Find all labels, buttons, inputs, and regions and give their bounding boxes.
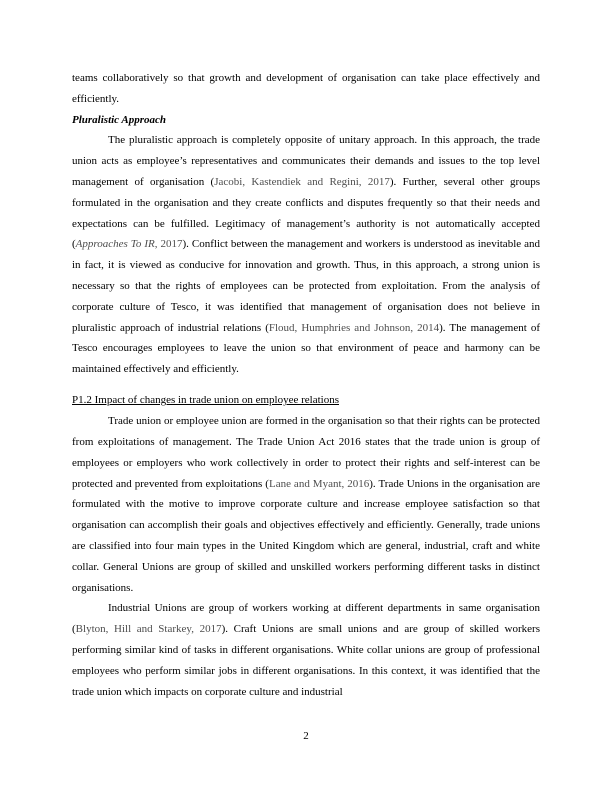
text-run: ). Trade Unions in the organisation are formulated with the motive to improve corporate culture and increase employee satisfaction so that organisation can accomplish their goals and objectives effectively and efficiently. Generally, trade unions are classified into four main types in the United Kingdom which are general, industrial, craft and white collar. General Unions are group of skilled and unskilled workers performing different tasks in distinct organisations. (72, 477, 541, 594)
citation-year: , 2017 (154, 238, 183, 251)
body-text (72, 68, 540, 702)
citation: Jacobi, Kastendiek and Regini, 2017 (214, 175, 390, 188)
text-run: ). The management of Tesco encourages employees to leave the union so that environment of peace and harmony can be maintained effectively and efficiently. (72, 321, 540, 376)
citation-title: Approaches To IR (75, 238, 155, 251)
citation: Blyton, Hill and Starkey, 2017 (75, 623, 222, 636)
section-heading-pluralistic: Pluralistic Approach (72, 113, 167, 126)
text-run: Trade union or employee union are formed in the organisation so that their rights can be protected from exploitations of management. The Trade Union Act 2016 states that the trade union is group of employees or employers who work collectively in order to protect their rights and self-interest can be protected and prevented from exploitations ( (72, 415, 540, 490)
section-heading-p12: P1.2 Impact of changes in trade union on employee relations (72, 394, 339, 407)
text-run: Industrial Unions are group of workers working at different departments in same organisation ( (72, 602, 540, 636)
citation: Floud, Humphries and Johnson, 2014 (268, 321, 440, 334)
text-run: ). Conflict between the management and workers is understood as inevitable and in fact, it is viewed as conducive for innovation and growth. Thus, in this approach, a strong union is necessary so that the rights of employees can be protected from exploitation. From the analysis of corporate culture of Tesco, it was identified that management of organisation does not believe in pluralistic approach of industrial relations ( (72, 238, 540, 334)
text-run: The pluralistic approach is completely opposite of unitary approach. In this approach, the trade union acts as employee’s representatives and communicates their demands and issues to the top level management of organisation ( (72, 134, 540, 188)
citation: Lane and Myant, 2016 (268, 477, 370, 490)
text-run: ). Further, several other groups formulated in the organisation and they create conflicts and disputes frequently so that their needs and expectations can be fulfilled. Legitimacy of management’s authority is not automatically accepted ( (72, 175, 540, 251)
paragraph-industrial-unions (72, 598, 540, 702)
paragraph-pluralistic (72, 130, 540, 380)
text-run: ). Craft Unions are small unions and are group of skilled workers performing similar kind of tasks in different organisations. White collar unions are group of professional employees who perform similar jobs in different organisations. In this context, it was identified that the trade union which impacts on corporate culture and industrial (72, 623, 540, 698)
page-number: 2 (303, 730, 309, 742)
paragraph-continued: teams collaboratively so that growth and development of organisation can take place effectively and efficiently. (72, 72, 540, 105)
paragraph-trade-union (72, 411, 540, 598)
